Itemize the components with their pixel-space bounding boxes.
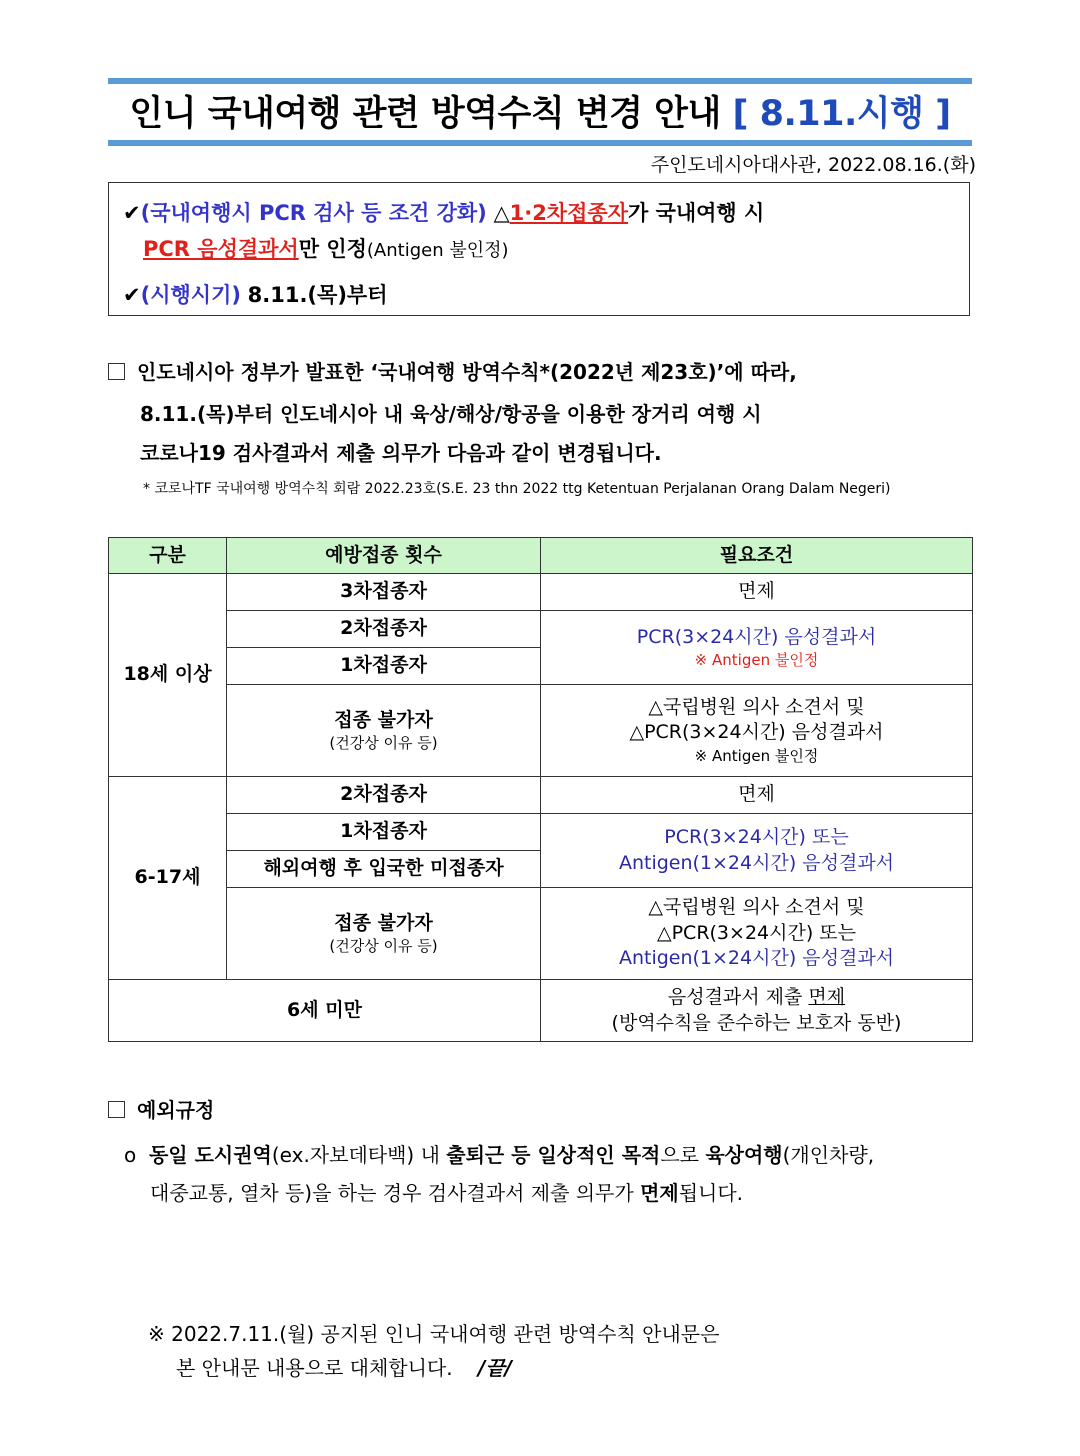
- requirement-line: △국립병원 의사 소견서 및: [648, 896, 865, 919]
- table-header-row: [109, 538, 973, 574]
- title-bottom-rule: [108, 140, 972, 146]
- summary-line-2: [143, 233, 509, 263]
- exceptions-seg: 면제: [640, 1181, 679, 1205]
- exceptions-seg: 육상여행: [705, 1143, 783, 1167]
- group-under6-label: 6세 미만: [109, 980, 541, 1042]
- exceptions-heading-text: 예외규정: [137, 1098, 215, 1122]
- intro-line-3: 코로나19 검사결과서 제출 의무가 다음과 같이 변경됩니다.: [140, 441, 662, 465]
- group-6-17-label: 6-17세: [109, 777, 227, 980]
- check-icon: ✔: [123, 201, 141, 225]
- exceptions-line-2: [150, 1177, 743, 1206]
- exceptions-heading: [108, 1094, 214, 1123]
- unable-sub: (건강상 이유 등): [329, 734, 438, 753]
- summary-label-3: (시행시기): [140, 283, 241, 307]
- requirement-line: [541, 985, 972, 1011]
- closing-text: 본 안내문 내용으로 대체합니다.: [176, 1356, 453, 1380]
- triangle-icon: △: [493, 201, 510, 225]
- summary-rest-2: (Antigen 불인정): [366, 240, 509, 261]
- requirement-underlined: 면제: [808, 985, 846, 1008]
- dose-cell: 1차접종자: [227, 648, 541, 685]
- check-icon-2: ✔: [123, 283, 141, 307]
- bullet-icon: o: [124, 1143, 137, 1167]
- table-row: [109, 777, 973, 814]
- requirement-note: ※ Antigen 불인정: [694, 747, 819, 766]
- header-category: 구분: [109, 538, 227, 574]
- requirement-cell: [541, 611, 973, 685]
- dose-cell: [227, 685, 541, 777]
- checkbox-square-icon: [108, 363, 125, 380]
- summary-label-1: (국내여행시 PCR 검사 등 조건 강화): [140, 201, 487, 225]
- header-doses: 예방접종 횟수: [227, 538, 541, 574]
- title-tag: [ 8.11.시행 ]: [732, 94, 951, 134]
- table-row: [109, 685, 973, 777]
- requirements-table: [108, 537, 973, 1042]
- exceptions-seg: 출퇴근 등 일상적인 목적: [446, 1143, 661, 1167]
- header-requirements: 필요조건: [541, 538, 973, 574]
- dose-cell: 3차접종자: [227, 574, 541, 611]
- summary-line-3: [123, 279, 387, 309]
- dose-cell: [227, 888, 541, 980]
- exceptions-seg: 으로: [660, 1143, 706, 1167]
- requirement-main: PCR(3×24시간) 음성결과서: [636, 625, 877, 648]
- title-top-rule: [108, 78, 972, 84]
- table-row: [109, 814, 973, 851]
- title-main: 인니 국내여행 관련 방역수칙 변경 안내: [129, 94, 721, 134]
- dose-cell: 2차접종자: [227, 611, 541, 648]
- summary-highlight-1: 1·2차접종자: [509, 201, 628, 225]
- summary-line-1: [123, 197, 764, 227]
- dose-cell: 1차접종자: [227, 814, 541, 851]
- requirement-cell: [541, 814, 973, 888]
- requirement-line: PCR(3×24시간) 또는: [664, 825, 849, 848]
- table-row: [109, 888, 973, 980]
- requirement-cell: 면제: [541, 777, 973, 814]
- summary-box: [108, 182, 970, 316]
- table-row: [109, 574, 973, 611]
- group-18plus-label: 18세 이상: [109, 574, 227, 777]
- requirement-line: △PCR(3×24시간) 음성결과서: [629, 721, 884, 744]
- dose-cell: 2차접종자: [227, 777, 541, 814]
- requirement-line: Antigen(1×24시간) 음성결과서: [618, 947, 895, 970]
- summary-rest-3: 8.11.(목)부터: [247, 283, 388, 307]
- dateline: 주인도네시아대사관, 2022.08.16.(화): [650, 154, 976, 176]
- end-mark: /끝/: [478, 1356, 512, 1380]
- summary-bold-2: 만 인정: [298, 237, 367, 261]
- requirement-cell: [541, 980, 973, 1042]
- requirement-cell: 면제: [541, 574, 973, 611]
- exceptions-seg: (개인차량,: [782, 1143, 875, 1167]
- summary-highlight-2: PCR 음성결과서: [143, 237, 299, 261]
- requirement-line: △국립병원 의사 소견서 및: [648, 695, 865, 718]
- requirement-line: △PCR(3×24시간) 또는: [656, 921, 856, 944]
- page-title: [108, 86, 972, 136]
- intro-footnote: * 코로나TF 국내여행 방역수칙 회람 2022.23호(S.E. 23 thn 2022 ttg Ketentuan Perjalanan Orang Dalam Negeri): [143, 481, 891, 497]
- table-row: [109, 980, 973, 1042]
- table-row: [109, 611, 973, 648]
- dose-cell: 해외여행 후 입국한 미접종자: [227, 851, 541, 888]
- exceptions-seg: 동일 도시권역: [148, 1143, 272, 1167]
- intro-line-2: 8.11.(목)부터 인도네시아 내 육상/해상/항공을 이용한 장거리 여행 시: [140, 402, 762, 426]
- exceptions-line-1: [124, 1139, 874, 1168]
- exceptions-seg: (ex.자보데타백) 내: [271, 1143, 447, 1167]
- exceptions-seg: 대중교통, 열차 등)을 하는 경우 검사결과서 제출 의무가: [150, 1181, 641, 1205]
- summary-rest-1: 가 국내여행 시: [627, 201, 765, 225]
- exceptions-seg: 됩니다.: [678, 1181, 744, 1205]
- requirement-line: Antigen(1×24시간) 음성결과서: [618, 851, 895, 874]
- intro-text-1: 인도네시아 정부가 발표한 ‘국내여행 방역수칙*(2022년 제23호)’에 따라,: [137, 360, 797, 384]
- requirement-line: (방역수칙을 준수하는 보호자 동반): [611, 1011, 902, 1034]
- requirement-cell: [541, 685, 973, 777]
- unable-label: 접종 불가자: [334, 911, 433, 934]
- requirement-note: ※ Antigen 불인정: [694, 651, 819, 670]
- unable-sub: (건강상 이유 등): [329, 937, 438, 956]
- closing-line-1: ※ 2022.7.11.(월) 공지된 인니 국내여행 관련 방역수칙 안내문은: [148, 1322, 720, 1346]
- closing-line-2: [176, 1352, 512, 1381]
- checkbox-square-icon: [108, 1101, 125, 1118]
- unable-label: 접종 불가자: [334, 708, 433, 731]
- requirement-text: 음성결과서 제출: [667, 985, 809, 1008]
- requirement-cell: [541, 888, 973, 980]
- intro-line-1: [108, 356, 797, 385]
